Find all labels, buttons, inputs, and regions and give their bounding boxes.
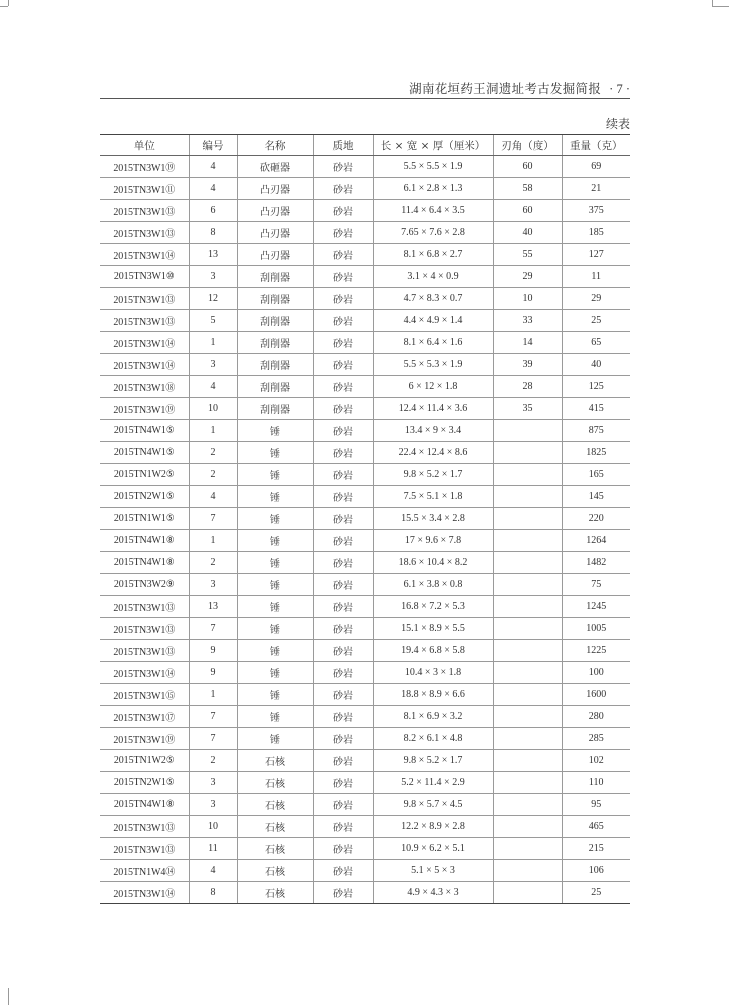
cell-name: 石核 xyxy=(237,860,313,882)
table-body xyxy=(100,156,630,904)
cell-name: 石核 xyxy=(237,772,313,794)
table-row xyxy=(100,552,630,574)
cell-name: 刮削器 xyxy=(237,398,313,420)
cell-edge-angle: 58 xyxy=(493,178,562,200)
cell-dimensions: 5.5 × 5.3 × 1.9 xyxy=(373,354,493,376)
cell-weight: 25 xyxy=(562,882,630,904)
cell-weight: 215 xyxy=(562,838,630,860)
cell-weight: 165 xyxy=(562,464,630,486)
cell-unit: 2015TN3W1⑬ xyxy=(100,838,189,860)
table-row xyxy=(100,882,630,904)
crop-mark-top-right-vertical xyxy=(712,0,713,6)
cell-dimensions: 6 × 12 × 1.8 xyxy=(373,376,493,398)
cell-unit: 2015TN3W1⑲ xyxy=(100,398,189,420)
cell-dimensions: 19.4 × 6.8 × 5.8 xyxy=(373,640,493,662)
cell-dimensions: 18.6 × 10.4 × 8.2 xyxy=(373,552,493,574)
cell-weight: 415 xyxy=(562,398,630,420)
cell-unit: 2015TN3W1⑬ xyxy=(100,288,189,310)
cell-number: 8 xyxy=(189,882,237,904)
cell-weight: 110 xyxy=(562,772,630,794)
cell-dimensions: 15.5 × 3.4 × 2.8 xyxy=(373,508,493,530)
cell-material: 砂岩 xyxy=(313,354,373,376)
cell-number: 1 xyxy=(189,332,237,354)
cell-name: 石核 xyxy=(237,816,313,838)
cell-dimensions: 9.8 × 5.2 × 1.7 xyxy=(373,464,493,486)
cell-edge-angle xyxy=(493,486,562,508)
cell-edge-angle xyxy=(493,794,562,816)
cell-dimensions: 4.9 × 4.3 × 3 xyxy=(373,882,493,904)
cell-edge-angle xyxy=(493,640,562,662)
cell-number: 12 xyxy=(189,288,237,310)
cell-edge-angle xyxy=(493,508,562,530)
cell-unit: 2015TN3W1⑭ xyxy=(100,332,189,354)
cell-weight: 1825 xyxy=(562,442,630,464)
cell-unit: 2015TN3W1⑮ xyxy=(100,684,189,706)
cell-unit: 2015TN3W1⑩ xyxy=(100,266,189,288)
table-row xyxy=(100,156,630,178)
cell-edge-angle xyxy=(493,530,562,552)
cell-edge-angle xyxy=(493,750,562,772)
cell-name: 锤 xyxy=(237,706,313,728)
cell-material: 砂岩 xyxy=(313,574,373,596)
cell-material: 砂岩 xyxy=(313,772,373,794)
cell-material: 砂岩 xyxy=(313,266,373,288)
cell-name: 凸刃器 xyxy=(237,244,313,266)
cell-dimensions: 8.1 × 6.8 × 2.7 xyxy=(373,244,493,266)
cell-weight: 65 xyxy=(562,332,630,354)
cell-name: 锤 xyxy=(237,464,313,486)
table-row xyxy=(100,266,630,288)
cell-number: 9 xyxy=(189,640,237,662)
cell-number: 5 xyxy=(189,310,237,332)
cell-number: 1 xyxy=(189,684,237,706)
cell-unit: 2015TN3W1⑲ xyxy=(100,156,189,178)
header-rule xyxy=(100,98,630,99)
artifact-table xyxy=(100,134,630,904)
cell-unit: 2015TN3W1⑲ xyxy=(100,728,189,750)
cell-unit: 2015TN1W1⑤ xyxy=(100,508,189,530)
table-row xyxy=(100,398,630,420)
cell-unit: 2015TN3W1⑬ xyxy=(100,596,189,618)
cell-number: 4 xyxy=(189,376,237,398)
cell-dimensions: 8.2 × 6.1 × 4.8 xyxy=(373,728,493,750)
cell-edge-angle xyxy=(493,816,562,838)
cell-material: 砂岩 xyxy=(313,156,373,178)
cell-unit: 2015TN3W1⑱ xyxy=(100,376,189,398)
cell-name: 石核 xyxy=(237,838,313,860)
cell-name: 砍砸器 xyxy=(237,156,313,178)
table-row xyxy=(100,662,630,684)
table-row xyxy=(100,508,630,530)
cell-name: 刮削器 xyxy=(237,332,313,354)
cell-weight: 185 xyxy=(562,222,630,244)
cell-number: 3 xyxy=(189,266,237,288)
cell-material: 砂岩 xyxy=(313,552,373,574)
cell-weight: 1264 xyxy=(562,530,630,552)
cell-unit: 2015TN3W1⑰ xyxy=(100,706,189,728)
table-row xyxy=(100,816,630,838)
cell-edge-angle xyxy=(493,662,562,684)
cell-weight: 95 xyxy=(562,794,630,816)
column-header-edge-angle: 刃角（度） xyxy=(493,135,562,156)
table-row xyxy=(100,354,630,376)
cell-dimensions: 6.1 × 3.8 × 0.8 xyxy=(373,574,493,596)
cell-name: 锤 xyxy=(237,530,313,552)
table-row xyxy=(100,596,630,618)
cell-dimensions: 18.8 × 8.9 × 6.6 xyxy=(373,684,493,706)
table-row xyxy=(100,706,630,728)
table-row xyxy=(100,376,630,398)
table-row xyxy=(100,222,630,244)
cell-number: 1 xyxy=(189,420,237,442)
table-row xyxy=(100,200,630,222)
cell-name: 锤 xyxy=(237,684,313,706)
cell-dimensions: 22.4 × 12.4 × 8.6 xyxy=(373,442,493,464)
cell-number: 11 xyxy=(189,838,237,860)
cell-weight: 25 xyxy=(562,310,630,332)
cell-name: 石核 xyxy=(237,882,313,904)
cell-edge-angle xyxy=(493,420,562,442)
cell-dimensions: 5.5 × 5.5 × 1.9 xyxy=(373,156,493,178)
cell-edge-angle xyxy=(493,706,562,728)
cell-dimensions: 7.65 × 7.6 × 2.8 xyxy=(373,222,493,244)
cell-number: 7 xyxy=(189,618,237,640)
table-row xyxy=(100,684,630,706)
cell-weight: 1600 xyxy=(562,684,630,706)
cell-unit: 2015TN2W1⑤ xyxy=(100,772,189,794)
cell-unit: 2015TN2W1⑤ xyxy=(100,486,189,508)
cell-edge-angle xyxy=(493,464,562,486)
column-header-material: 质地 xyxy=(313,135,373,156)
cell-weight: 280 xyxy=(562,706,630,728)
cell-number: 3 xyxy=(189,354,237,376)
table-row xyxy=(100,288,630,310)
cell-unit: 2015TN3W1⑬ xyxy=(100,222,189,244)
cell-dimensions: 4.7 × 8.3 × 0.7 xyxy=(373,288,493,310)
cell-unit: 2015TN4W1⑤ xyxy=(100,442,189,464)
cell-edge-angle xyxy=(493,596,562,618)
cell-dimensions: 10.9 × 6.2 × 5.1 xyxy=(373,838,493,860)
cell-unit: 2015TN3W1⑭ xyxy=(100,662,189,684)
cell-number: 7 xyxy=(189,728,237,750)
table-row xyxy=(100,442,630,464)
cell-weight: 127 xyxy=(562,244,630,266)
cell-material: 砂岩 xyxy=(313,464,373,486)
cell-edge-angle: 40 xyxy=(493,222,562,244)
table-row xyxy=(100,860,630,882)
cell-edge-angle xyxy=(493,860,562,882)
cell-number: 10 xyxy=(189,816,237,838)
cell-number: 9 xyxy=(189,662,237,684)
cell-unit: 2015TN3W1⑭ xyxy=(100,244,189,266)
cell-unit: 2015TN3W2⑨ xyxy=(100,574,189,596)
table-row xyxy=(100,332,630,354)
crop-mark-bottom-left xyxy=(8,988,9,1005)
cell-dimensions: 10.4 × 3 × 1.8 xyxy=(373,662,493,684)
cell-edge-angle: 14 xyxy=(493,332,562,354)
cell-name: 凸刃器 xyxy=(237,178,313,200)
cell-name: 锤 xyxy=(237,662,313,684)
cell-weight: 29 xyxy=(562,288,630,310)
table-row xyxy=(100,574,630,596)
cell-weight: 1482 xyxy=(562,552,630,574)
cell-material: 砂岩 xyxy=(313,222,373,244)
table-row xyxy=(100,794,630,816)
cell-unit: 2015TN1W2⑤ xyxy=(100,750,189,772)
cell-edge-angle: 60 xyxy=(493,200,562,222)
column-header-unit: 单位 xyxy=(100,135,189,156)
journal-article-title: 湖南花垣药王洞遗址考古发掘简报 xyxy=(409,81,602,96)
cell-material: 砂岩 xyxy=(313,640,373,662)
cell-edge-angle: 39 xyxy=(493,354,562,376)
table-row xyxy=(100,772,630,794)
cell-dimensions: 17 × 9.6 × 7.8 xyxy=(373,530,493,552)
cell-material: 砂岩 xyxy=(313,310,373,332)
column-header-number: 编号 xyxy=(189,135,237,156)
cell-edge-angle xyxy=(493,684,562,706)
crop-mark-top-left-vertical xyxy=(8,0,9,6)
cell-weight: 100 xyxy=(562,662,630,684)
table-row xyxy=(100,178,630,200)
cell-dimensions: 3.1 × 4 × 0.9 xyxy=(373,266,493,288)
cell-weight: 75 xyxy=(562,574,630,596)
cell-dimensions: 11.4 × 6.4 × 3.5 xyxy=(373,200,493,222)
cell-unit: 2015TN4W1⑧ xyxy=(100,794,189,816)
cell-name: 锤 xyxy=(237,420,313,442)
cell-name: 锤 xyxy=(237,508,313,530)
cell-weight: 1245 xyxy=(562,596,630,618)
cell-number: 7 xyxy=(189,508,237,530)
cell-name: 锤 xyxy=(237,574,313,596)
cell-edge-angle xyxy=(493,442,562,464)
cell-material: 砂岩 xyxy=(313,860,373,882)
cell-number: 4 xyxy=(189,860,237,882)
table-row xyxy=(100,530,630,552)
cell-number: 4 xyxy=(189,178,237,200)
cell-unit: 2015TN4W1⑧ xyxy=(100,530,189,552)
table-row xyxy=(100,838,630,860)
table-row xyxy=(100,420,630,442)
cell-unit: 2015TN3W1⑬ xyxy=(100,310,189,332)
cell-weight: 220 xyxy=(562,508,630,530)
cell-unit: 2015TN3W1⑭ xyxy=(100,882,189,904)
cell-weight: 21 xyxy=(562,178,630,200)
cell-name: 锤 xyxy=(237,618,313,640)
column-header-name: 名称 xyxy=(237,135,313,156)
cell-name: 锤 xyxy=(237,640,313,662)
running-head xyxy=(100,80,630,98)
cell-weight: 145 xyxy=(562,486,630,508)
cell-dimensions: 8.1 × 6.9 × 3.2 xyxy=(373,706,493,728)
cell-number: 4 xyxy=(189,156,237,178)
cell-number: 6 xyxy=(189,200,237,222)
cell-weight: 1225 xyxy=(562,640,630,662)
cell-material: 砂岩 xyxy=(313,882,373,904)
cell-weight: 285 xyxy=(562,728,630,750)
cell-unit: 2015TN3W1⑬ xyxy=(100,640,189,662)
cell-material: 砂岩 xyxy=(313,662,373,684)
table-continued-label: 续表 xyxy=(605,117,630,131)
cell-weight: 102 xyxy=(562,750,630,772)
cell-edge-angle: 29 xyxy=(493,266,562,288)
cell-dimensions: 15.1 × 8.9 × 5.5 xyxy=(373,618,493,640)
cell-weight: 465 xyxy=(562,816,630,838)
cell-dimensions: 6.1 × 2.8 × 1.3 xyxy=(373,178,493,200)
cell-unit: 2015TN1W2⑤ xyxy=(100,464,189,486)
cell-dimensions: 12.4 × 11.4 × 3.6 xyxy=(373,398,493,420)
cell-dimensions: 9.8 × 5.7 × 4.5 xyxy=(373,794,493,816)
cell-weight: 40 xyxy=(562,354,630,376)
cell-material: 砂岩 xyxy=(313,706,373,728)
cell-unit: 2015TN4W1⑧ xyxy=(100,552,189,574)
cell-number: 2 xyxy=(189,464,237,486)
cell-name: 刮削器 xyxy=(237,288,313,310)
cell-number: 8 xyxy=(189,222,237,244)
cell-name: 锤 xyxy=(237,728,313,750)
cell-name: 石核 xyxy=(237,794,313,816)
table-row xyxy=(100,728,630,750)
cell-material: 砂岩 xyxy=(313,794,373,816)
page-number: · 7 · xyxy=(609,82,630,96)
cell-name: 锤 xyxy=(237,486,313,508)
cell-dimensions: 4.4 × 4.9 × 1.4 xyxy=(373,310,493,332)
cell-material: 砂岩 xyxy=(313,816,373,838)
cell-material: 砂岩 xyxy=(313,838,373,860)
cell-number: 7 xyxy=(189,706,237,728)
cell-weight: 125 xyxy=(562,376,630,398)
column-header-dimensions: 长 × 宽 × 厚（厘米） xyxy=(373,135,493,156)
crop-mark-top-left xyxy=(0,6,8,7)
cell-unit: 2015TN3W1⑬ xyxy=(100,200,189,222)
cell-number: 2 xyxy=(189,750,237,772)
cell-weight: 69 xyxy=(562,156,630,178)
table-row xyxy=(100,750,630,772)
table-row xyxy=(100,486,630,508)
cell-material: 砂岩 xyxy=(313,728,373,750)
cell-number: 1 xyxy=(189,530,237,552)
cell-dimensions: 5.2 × 11.4 × 2.9 xyxy=(373,772,493,794)
table-row xyxy=(100,244,630,266)
cell-dimensions: 16.8 × 7.2 × 5.3 xyxy=(373,596,493,618)
cell-unit: 2015TN4W1⑤ xyxy=(100,420,189,442)
cell-material: 砂岩 xyxy=(313,332,373,354)
cell-material: 砂岩 xyxy=(313,420,373,442)
cell-name: 锤 xyxy=(237,442,313,464)
cell-edge-angle xyxy=(493,838,562,860)
cell-material: 砂岩 xyxy=(313,376,373,398)
cell-material: 砂岩 xyxy=(313,750,373,772)
cell-material: 砂岩 xyxy=(313,684,373,706)
cell-number: 4 xyxy=(189,486,237,508)
cell-material: 砂岩 xyxy=(313,178,373,200)
cell-number: 13 xyxy=(189,244,237,266)
cell-weight: 11 xyxy=(562,266,630,288)
table-row xyxy=(100,618,630,640)
cell-edge-angle: 60 xyxy=(493,156,562,178)
cell-name: 刮削器 xyxy=(237,376,313,398)
cell-number: 13 xyxy=(189,596,237,618)
cell-dimensions: 12.2 × 8.9 × 2.8 xyxy=(373,816,493,838)
cell-unit: 2015TN3W1⑪ xyxy=(100,178,189,200)
cell-name: 凸刃器 xyxy=(237,200,313,222)
cell-edge-angle xyxy=(493,618,562,640)
cell-name: 刮削器 xyxy=(237,266,313,288)
cell-edge-angle: 28 xyxy=(493,376,562,398)
cell-name: 锤 xyxy=(237,552,313,574)
cell-unit: 2015TN3W1⑭ xyxy=(100,354,189,376)
crop-mark-top-right xyxy=(712,6,729,7)
cell-name: 刮削器 xyxy=(237,354,313,376)
cell-material: 砂岩 xyxy=(313,398,373,420)
table-row xyxy=(100,310,630,332)
cell-name: 石核 xyxy=(237,750,313,772)
cell-material: 砂岩 xyxy=(313,596,373,618)
cell-number: 3 xyxy=(189,574,237,596)
cell-unit: 2015TN3W1⑬ xyxy=(100,816,189,838)
cell-weight: 1005 xyxy=(562,618,630,640)
cell-number: 3 xyxy=(189,772,237,794)
cell-unit: 2015TN1W4⑭ xyxy=(100,860,189,882)
cell-edge-angle xyxy=(493,772,562,794)
cell-name: 锤 xyxy=(237,596,313,618)
table-row xyxy=(100,464,630,486)
cell-edge-angle xyxy=(493,574,562,596)
cell-number: 2 xyxy=(189,552,237,574)
table-row xyxy=(100,640,630,662)
cell-number: 10 xyxy=(189,398,237,420)
column-header-weight: 重量（克） xyxy=(562,135,630,156)
cell-material: 砂岩 xyxy=(313,618,373,640)
cell-edge-angle: 35 xyxy=(493,398,562,420)
cell-weight: 106 xyxy=(562,860,630,882)
cell-name: 凸刃器 xyxy=(237,222,313,244)
table-header-row xyxy=(100,135,630,156)
cell-number: 3 xyxy=(189,794,237,816)
cell-number: 2 xyxy=(189,442,237,464)
cell-weight: 875 xyxy=(562,420,630,442)
cell-material: 砂岩 xyxy=(313,530,373,552)
cell-dimensions: 7.5 × 5.1 × 1.8 xyxy=(373,486,493,508)
cell-edge-angle: 10 xyxy=(493,288,562,310)
cell-dimensions: 9.8 × 5.2 × 1.7 xyxy=(373,750,493,772)
cell-unit: 2015TN3W1⑬ xyxy=(100,618,189,640)
cell-dimensions: 5.1 × 5 × 3 xyxy=(373,860,493,882)
cell-material: 砂岩 xyxy=(313,486,373,508)
cell-edge-angle xyxy=(493,728,562,750)
cell-material: 砂岩 xyxy=(313,288,373,310)
cell-edge-angle xyxy=(493,552,562,574)
cell-weight: 375 xyxy=(562,200,630,222)
cell-material: 砂岩 xyxy=(313,200,373,222)
cell-edge-angle: 33 xyxy=(493,310,562,332)
cell-material: 砂岩 xyxy=(313,508,373,530)
cell-material: 砂岩 xyxy=(313,442,373,464)
cell-name: 刮削器 xyxy=(237,310,313,332)
cell-edge-angle: 55 xyxy=(493,244,562,266)
cell-edge-angle xyxy=(493,882,562,904)
cell-material: 砂岩 xyxy=(313,244,373,266)
cell-dimensions: 13.4 × 9 × 3.4 xyxy=(373,420,493,442)
cell-dimensions: 8.1 × 6.4 × 1.6 xyxy=(373,332,493,354)
